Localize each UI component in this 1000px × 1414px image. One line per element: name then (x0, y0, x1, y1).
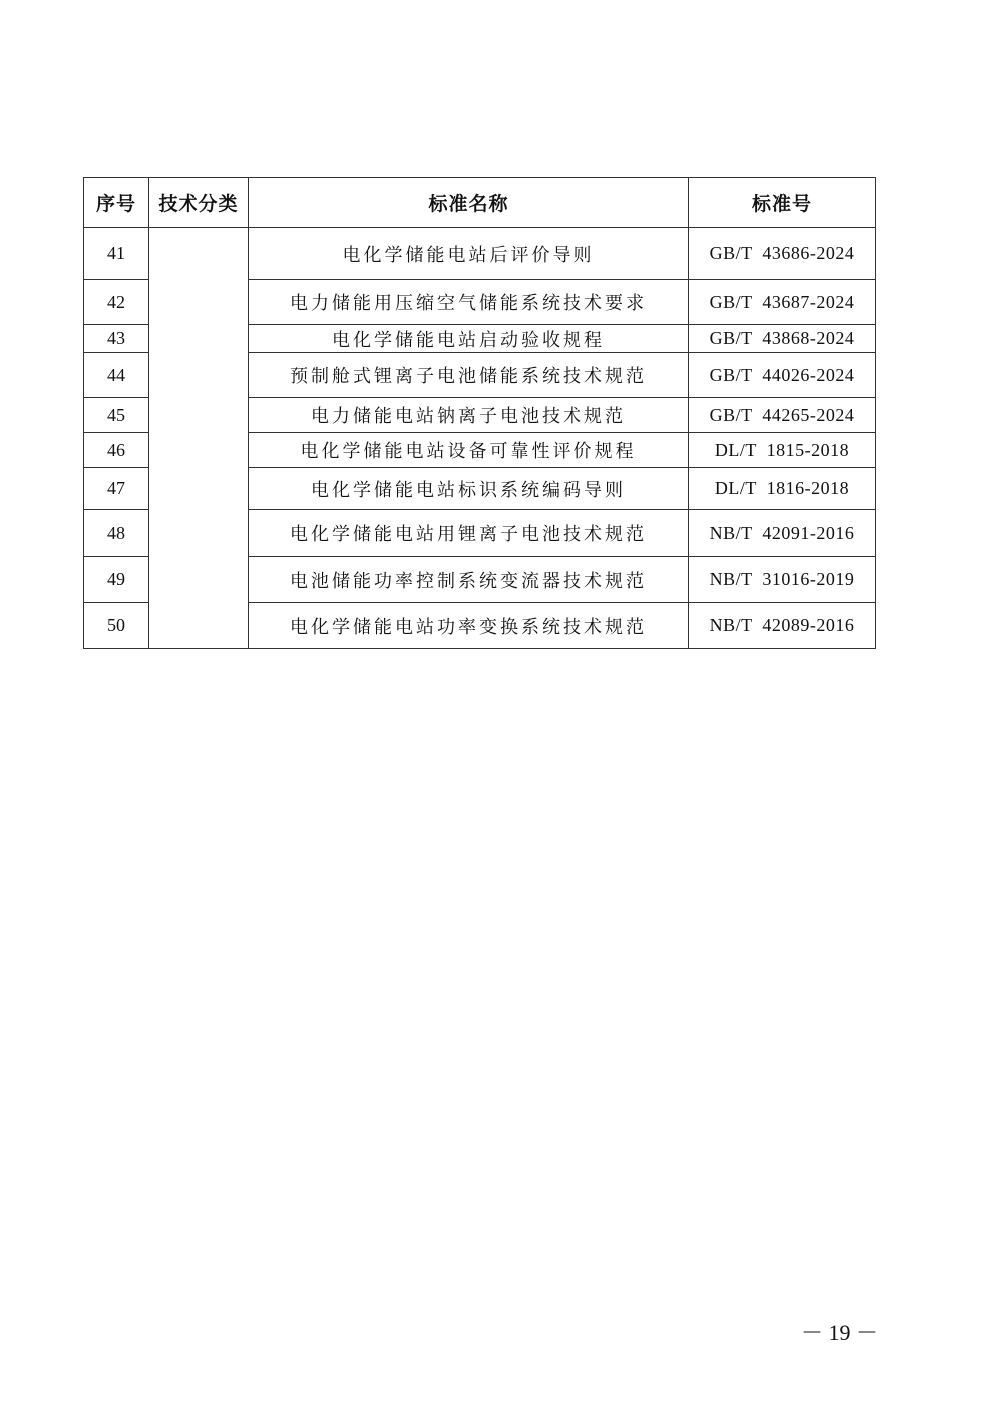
row-index: 49 (84, 557, 149, 603)
row-index: 45 (84, 398, 149, 433)
row-standard-code: GB/T 43868-2024 (689, 325, 876, 353)
row-standard-name: 预制舱式锂离子电池储能系统技术规范 (249, 353, 689, 398)
header-name: 标准名称 (249, 178, 689, 228)
row-index: 46 (84, 433, 149, 468)
table-header-row (84, 178, 876, 228)
row-standard-code: GB/T 44026-2024 (689, 353, 876, 398)
row-index: 42 (84, 280, 149, 325)
table-row (84, 228, 876, 280)
category-cell (149, 228, 249, 649)
row-standard-name: 电化学储能电站用锂离子电池技术规范 (249, 510, 689, 557)
row-standard-name: 电力储能用压缩空气储能系统技术要求 (249, 280, 689, 325)
row-standard-code: DL/T 1815-2018 (689, 433, 876, 468)
header-category: 技术分类 (149, 178, 249, 228)
row-index: 44 (84, 353, 149, 398)
row-standard-code: NB/T 42091-2016 (689, 510, 876, 557)
row-standard-name: 电化学储能电站启动验收规程 (249, 325, 689, 353)
row-standard-code: NB/T 31016-2019 (689, 557, 876, 603)
row-standard-name: 电池储能功率控制系统变流器技术规范 (249, 557, 689, 603)
standards-table (83, 177, 876, 649)
row-standard-name: 电化学储能电站设备可靠性评价规程 (249, 433, 689, 468)
row-index: 41 (84, 228, 149, 280)
header-code: 标准号 (689, 178, 876, 228)
row-standard-code: GB/T 43686-2024 (689, 228, 876, 280)
row-standard-code: NB/T 42089-2016 (689, 603, 876, 649)
row-standard-name: 电化学储能电站标识系统编码导则 (249, 468, 689, 510)
page-number: － 19 － (800, 1320, 878, 1345)
row-standard-name: 电化学储能电站功率变换系统技术规范 (249, 603, 689, 649)
row-standard-name: 电化学储能电站后评价导则 (249, 228, 689, 280)
row-index: 47 (84, 468, 149, 510)
row-index: 48 (84, 510, 149, 557)
row-standard-code: GB/T 43687-2024 (689, 280, 876, 325)
row-index: 43 (84, 325, 149, 353)
header-index: 序号 (84, 178, 149, 228)
row-index: 50 (84, 603, 149, 649)
row-standard-code: GB/T 44265-2024 (689, 398, 876, 433)
row-standard-code: DL/T 1816-2018 (689, 468, 876, 510)
row-standard-name: 电力储能电站钠离子电池技术规范 (249, 398, 689, 433)
